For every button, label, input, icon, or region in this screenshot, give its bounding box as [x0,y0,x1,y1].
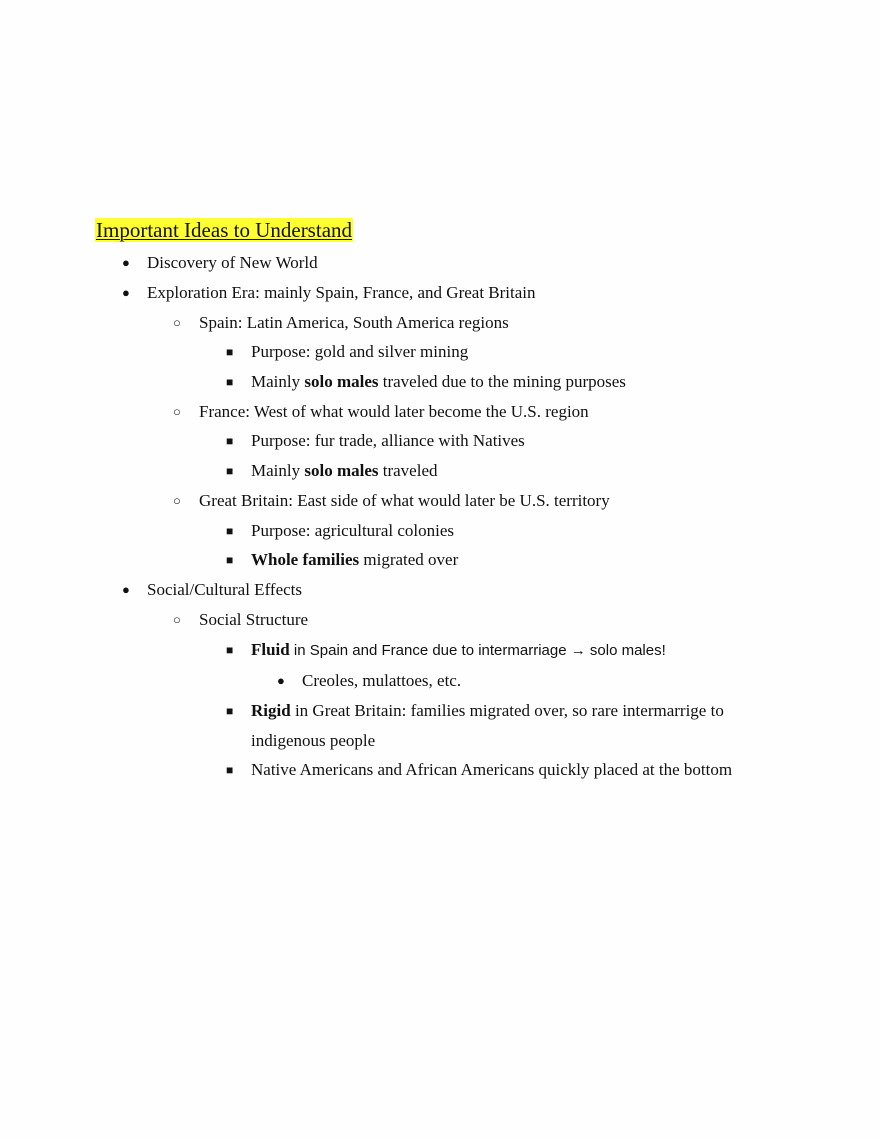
list-item [251,700,724,722]
list-item: Purpose: gold and silver mining [251,342,469,361]
list-item [251,549,458,571]
bold-emphasis: solo males [304,372,379,391]
circle-bullet-icon: ○ [173,612,181,627]
section-heading: Important Ideas to Understand [96,218,353,242]
list-item [251,460,438,482]
list-item: Exploration Era: mainly Spain, France, and Great Britain [147,283,536,302]
square-bullet-icon: ■ [226,643,234,657]
square-bullet-icon: ■ [226,763,234,777]
list-item: Social/Cultural Effects [147,580,303,599]
list-item-text: Mainly [251,372,305,391]
circle-bullet-icon: ○ [173,493,181,508]
disc-bullet-icon: ● [122,255,130,270]
list-item: Great Britain: East side of what would later be U.S. territory [199,491,610,510]
circle-bullet-icon: ○ [173,404,181,419]
bold-emphasis: Rigid [251,701,291,720]
list-item: Discovery of New World [147,253,318,272]
square-bullet-icon: ■ [226,553,234,567]
bold-emphasis: Whole families [251,550,360,569]
list-item: Purpose: fur trade, alliance with Natives [251,431,525,450]
list-item-text: traveled due to the mining purposes [378,372,626,391]
bold-emphasis: solo males [304,461,379,480]
bold-emphasis: Fluid [251,640,290,659]
list-item [251,371,626,393]
list-item: France: West of what would later become the U.S. region [199,402,589,421]
list-item-text: in Great Britain: families migrated over, so rare intermarrige to [290,701,724,720]
square-bullet-icon: ■ [226,524,234,538]
list-item-text: in Spain and France due to intermarriage → solo males! [289,642,666,659]
list-item: Social Structure [199,610,309,629]
list-item-continuation: indigenous people [251,731,376,750]
square-bullet-icon: ■ [226,704,234,718]
square-bullet-icon: ■ [226,345,234,359]
disc-bullet-icon: ● [122,582,130,597]
disc-bullet-icon: ● [122,285,130,300]
list-item-text: traveled [378,461,438,480]
list-item [251,639,666,662]
circle-bullet-icon: ○ [173,315,181,330]
disc-bullet-icon: ● [277,673,285,688]
list-item: Creoles, mulattoes, etc. [302,671,462,690]
list-item-text: Mainly [251,461,305,480]
list-item: Native Americans and African Americans quickly placed at the bottom [251,760,733,779]
square-bullet-icon: ■ [226,464,234,478]
square-bullet-icon: ■ [226,375,234,389]
list-item-text: migrated over [359,550,459,569]
square-bullet-icon: ■ [226,434,234,448]
list-item: Spain: Latin America, South America regions [199,313,509,332]
list-item: Purpose: agricultural colonies [251,521,455,540]
